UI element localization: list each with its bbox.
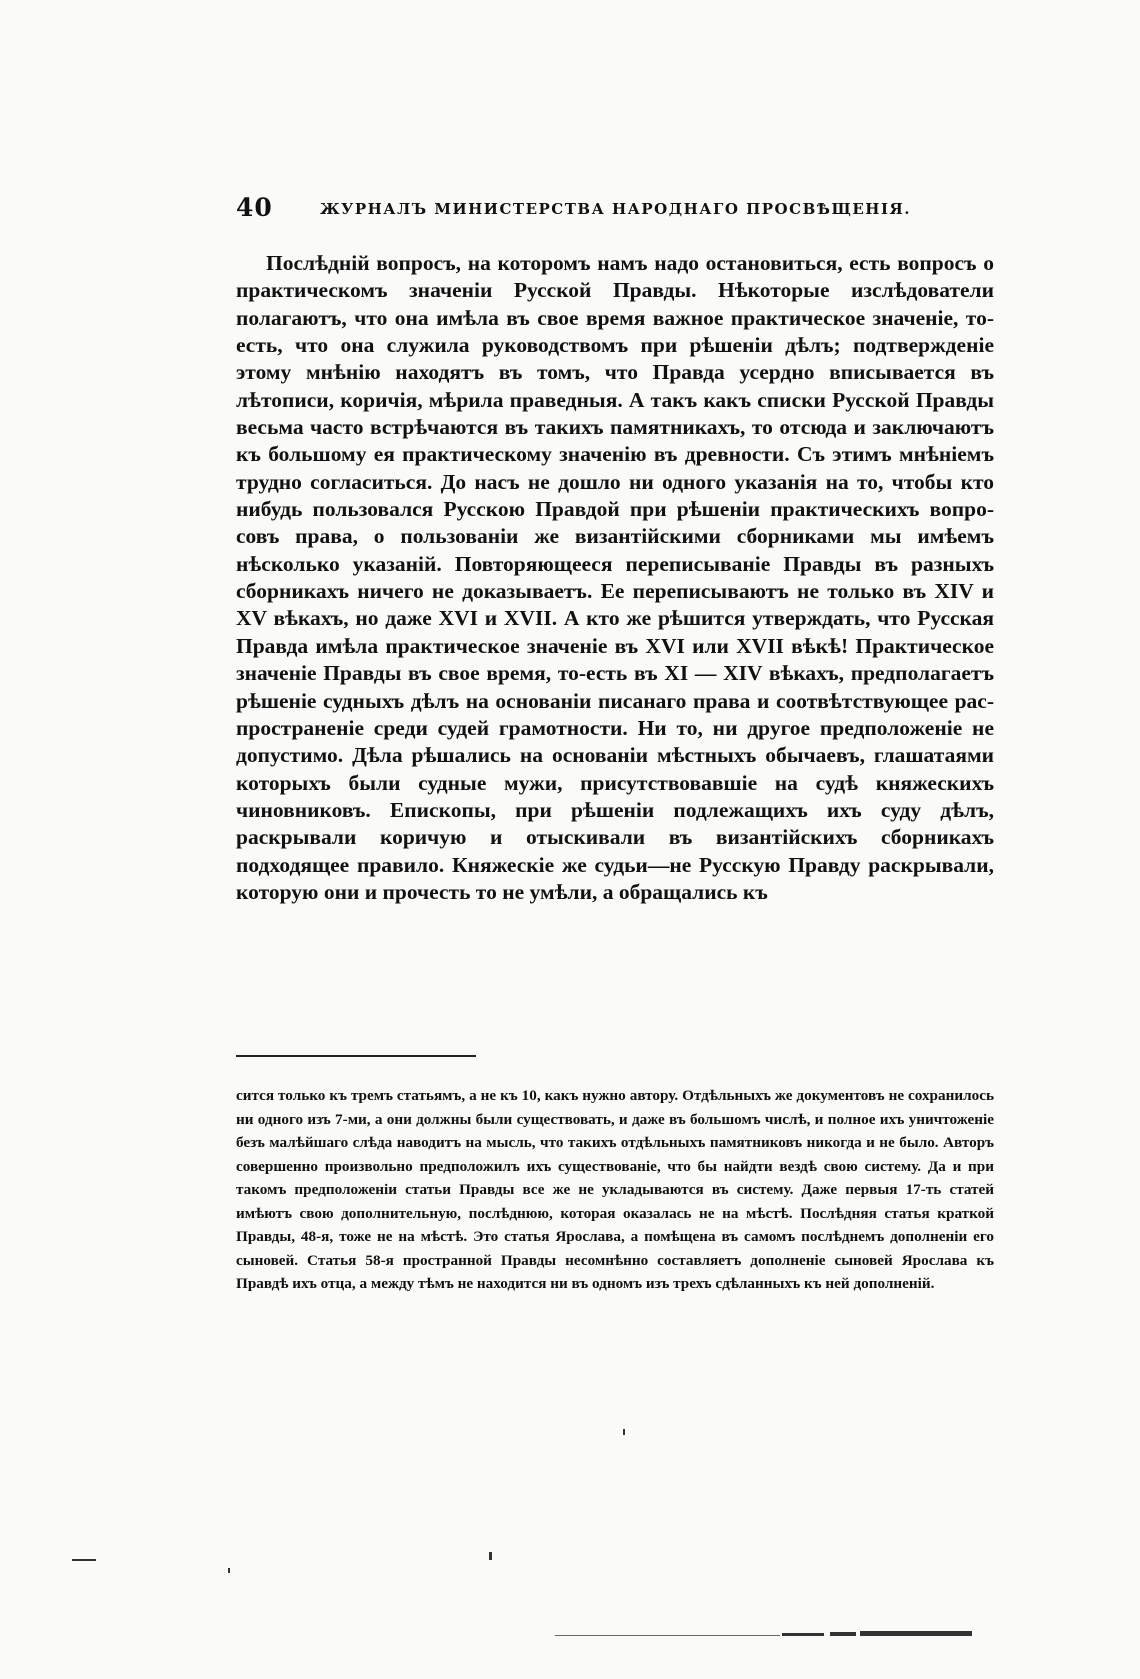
scan-artifact-mark	[555, 1635, 780, 1636]
scan-artifact-mark	[782, 1633, 824, 1636]
footnote-divider	[236, 1055, 476, 1057]
scan-artifact-mark	[623, 1429, 625, 1435]
scan-artifact-mark	[860, 1631, 972, 1636]
footnote-paragraph: сится только къ тремъ статьямъ, а не къ 10, какъ нужно автору. Отдѣльныхъ же документовъ не сохранилось ни одного изъ 7-ми, а они должны были существовать, и даже въ большомъ числѣ, и полное ихъ уничтоженіе безъ малѣйшаго слѣда наводитъ на мысль, что такихъ отдѣльныхъ памятниковъ никогда и не было. Авторъ совершенно произвольно предположилъ ихъ существованіе, что бы найдти вездѣ свою систему. Да и при такомъ предположеніи статьи Правды все же не укладываются въ систему. Даже первыя 17-ть статей имѣютъ свою дополнительную, послѣднюю, которая оказалась не на мѣстѣ. Послѣдняя статья краткой Правды, 48-я, тоже не на мѣстѣ. Это статья Ярослава, а помѣщена въ самомъ послѣднемъ дополненіи его сыновей. Статья 58-я пространной Правды несомнѣнно составляетъ дополненіе сыновей Ярослава къ Правдѣ ихъ отца, а между тѣмъ не находится ни въ одномъ изъ трехъ сдѣланныхъ къ ней дополненій.	[236, 1087, 994, 1292]
scan-artifact-mark	[228, 1568, 230, 1573]
page-number: 40	[236, 193, 273, 222]
scan-artifact-mark	[830, 1632, 856, 1636]
scan-artifact-mark	[489, 1552, 492, 1560]
main-paragraph: Послѣдній вопросъ, на которомъ намъ надо остановиться, есть вопросъ о практическомъ значеніи Русской Правды. Нѣкоторые изслѣдователи полагаютъ, что она имѣла въ свое время важное практическое значеніе, то-есть, что она служила руководствомъ при рѣшеніи дѣлъ; подтвержденіе этому мнѣнію находятъ въ томъ, что Правда усердно вписывается въ лѣтописи, коричія, мѣрила праведныя. А такъ какъ списки Русской Правды весьма часто встрѣчаются въ такихъ памятникахъ, то отсюда и заключаютъ къ большому ея практическому значенію въ древности. Съ этимъ мнѣніемъ трудно согласиться. До насъ не дошло ни одного указанія на то, чтобы кто нибудь пользовался Русскою Правдой при рѣшеніи практическихъ вопросовъ права, о пользованіи же византійскими сборниками мы имѣемъ нѣсколько указаній. Повторяющееся переписываніе Правды въ разныхъ сборникахъ ничего не доказываетъ. Ее переписываютъ не только въ XIV и XV вѣкахъ, но даже XVI и XVII. А кто же рѣшится утверждать, что Русская Правда имѣла практическое значеніе въ XVI или XVII вѣкѣ! Практическое значеніе Правды въ свое время, то-есть въ XI — XIV вѣкахъ, предполагаетъ рѣшеніе судныхъ дѣлъ на основаніи писанаго права и соотвѣтствующее распространеніе среди судей грамотности. Ни то, ни другое предположеніе не допустимо. Дѣла рѣшались на основаніи мѣстныхъ обычаевъ, глашатаями которыхъ были судные мужи, присутствовавшіе на судѣ княжескихъ чиновниковъ. Епископы, при рѣшеніи подлежащихъ ихъ суду дѣлъ, раскрывали коричую и отыскивали въ византійскихъ сборникахъ подходящее правило. Княжескіе же судьи—не Русскую Правду раскрывали, которую они и прочесть то не умѣли, а обращались къ	[236, 251, 994, 904]
scan-artifact-mark	[72, 1559, 96, 1561]
page-header	[236, 193, 996, 227]
running-title: ЖУРНАЛЪ МИНИСТЕРСТВА НАРОДНАГО ПРОСВѢЩЕНІЯ.	[320, 200, 911, 218]
